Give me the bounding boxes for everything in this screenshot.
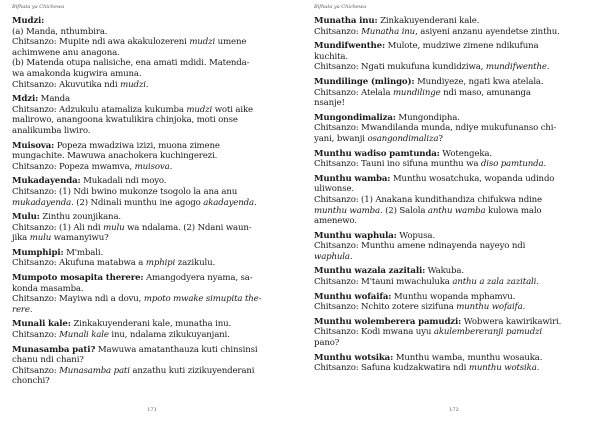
entry-headline [314, 41, 589, 52]
text-segment: Chitsanzo: Nchito zotere sizifuna [314, 302, 457, 313]
page-number: 171 [147, 407, 157, 413]
headword: Mundifwenthe: [314, 41, 386, 52]
entry-line [12, 151, 287, 162]
text-segment: . [169, 161, 173, 172]
italic-term: mundilinge [392, 87, 441, 98]
entry-headline [314, 231, 589, 242]
headword: Mulu: [12, 212, 40, 223]
page-number: 172 [449, 407, 459, 413]
text-segment: analikumba liwiro. [12, 125, 91, 136]
text-segment: uliwonse. [314, 184, 354, 195]
text-segment: . [522, 302, 526, 313]
text-segment: jika [12, 233, 30, 244]
entry-line [12, 58, 287, 69]
text-segment: mungachite. Mawuwa anachokera kuchingerezi. [12, 151, 218, 162]
entry-line [12, 258, 287, 269]
headword: Mudzi: [12, 16, 45, 26]
entry-line [12, 187, 287, 198]
text-segment: . [543, 159, 547, 170]
text-segment: Popeza mwadziwa izizi, muona zimene [54, 140, 220, 151]
entry-headline [314, 266, 589, 277]
running-header: Bifhata ya Chichewa [314, 4, 367, 10]
italic-term: rere [12, 304, 30, 315]
headword: Mumpoto mosapita therere: [12, 273, 144, 284]
text-segment: Chitsanzo: Kodi mwana uyu [314, 327, 434, 338]
entry-line [12, 198, 287, 209]
text-segment: Munthu wosatchuka, wopanda udindo [390, 173, 555, 184]
italic-term: anthu wamba [427, 205, 486, 216]
italic-term: mpoto mwake simupita the- [143, 294, 262, 305]
italic-term: munthu wofaifa [456, 302, 523, 313]
text-segment: malirowo, anangoona kwatulikira chinjoka, moti onse [12, 115, 238, 126]
entry-line [314, 98, 589, 109]
text-segment: inu, ndalama zikukuyanjani. [108, 330, 230, 341]
text-segment: nsanje! [314, 98, 345, 109]
dictionary-entries [12, 16, 287, 391]
entry-headline [12, 141, 287, 152]
text-segment: Mawuwa amatanthauza kuti chinsinsi [95, 344, 258, 355]
italic-term: mundifwenthe [485, 62, 547, 73]
text-segment: Chitsanzo: Mwandilanda munda, ndiye mukufunanso chi- [314, 123, 557, 134]
entry-line [12, 355, 287, 366]
text-segment: . (2) Salola [379, 205, 428, 216]
text-segment: umene [215, 37, 247, 48]
text-segment: Chitsanzo: M'tauni mwachuluka [314, 277, 453, 288]
italic-term: Munali kale [59, 330, 109, 341]
entry-line [314, 216, 589, 227]
text-segment: Chitsanzo: Akuvutika ndi [12, 79, 121, 90]
text-segment: . (2) Ndinali munthu ine agogo [71, 197, 204, 208]
italic-term: muisova [134, 161, 170, 172]
headword: Mumphipi: [12, 247, 64, 258]
text-segment: Wopusa. [396, 230, 435, 241]
italic-term: akulembereranji pamudzi [433, 327, 543, 338]
text-segment: chanu ndi chani? [12, 355, 84, 366]
text-segment: Chitsanzo: [12, 365, 60, 376]
text-segment: amenewo. [314, 216, 357, 227]
dictionary-entry [314, 113, 589, 145]
text-segment: Chitsanzo: Tauni ino sifuna munthu wa [314, 159, 481, 170]
entry-headline [12, 319, 287, 330]
italic-term: mphipi [145, 258, 176, 269]
entry-line [12, 37, 287, 48]
entry-line [314, 302, 589, 313]
entry-headline [12, 212, 287, 223]
dictionary-entry [314, 317, 589, 349]
entry-headline [12, 94, 287, 105]
italic-term: akadayenda [203, 197, 254, 208]
text-segment: Chitsanzo: Ngati mukufuna kundidziwa, [314, 62, 486, 73]
entry-headline [12, 273, 287, 284]
text-segment: pano? [314, 338, 340, 349]
text-segment: Wotengeka. [439, 148, 492, 159]
text-segment: Munthu wamba, munthu wosauka. [393, 352, 543, 363]
entry-line [12, 162, 287, 173]
entry-headline [314, 353, 589, 364]
text-segment: Chitsanzo: Popeza mwamva, [12, 161, 135, 172]
text-segment: . [536, 363, 540, 374]
left-page [12, 0, 292, 424]
entry-headline [12, 176, 287, 187]
italic-term: mudzi [120, 79, 146, 90]
italic-term: mukadayenda [12, 197, 72, 208]
text-segment: . [253, 197, 257, 208]
entry-line [314, 277, 589, 288]
entry-line [12, 69, 287, 80]
entry-headline [314, 77, 589, 88]
text-segment: Chitsanzo: [314, 26, 362, 37]
text-segment: wa ndalama. (2) Ndani waun- [124, 222, 252, 233]
entry-headline [314, 149, 589, 160]
text-segment: Manda [38, 94, 71, 105]
dictionary-entries [314, 16, 589, 378]
text-segment: kuchita. [314, 51, 348, 62]
dictionary-entry [314, 292, 589, 313]
dictionary-entry [12, 273, 287, 315]
headword: Mungondimaliza: [314, 112, 396, 123]
text-segment: . [349, 251, 353, 262]
dictionary-entry [12, 212, 287, 244]
entry-headline [314, 317, 589, 328]
text-segment: achimwene anu anagona. [12, 47, 120, 58]
text-segment: Mungondipha. [395, 112, 460, 123]
headword: Munthu wofaifa: [314, 291, 392, 302]
entry-headline [12, 16, 287, 27]
text-segment: Chitsanzo: (1) Anakana kundithandiza chifukwa ndine [314, 194, 542, 205]
dictionary-entry [314, 149, 589, 170]
dictionary-entry [12, 176, 287, 208]
entry-line [12, 233, 287, 244]
entry-line [314, 206, 589, 217]
dictionary-entry [314, 41, 589, 73]
text-segment: Chitsanzo: Atelala [314, 87, 393, 98]
dictionary-entry [314, 266, 589, 287]
entry-line [12, 223, 287, 234]
text-segment: Wakuba. [425, 266, 464, 277]
entry-line [12, 366, 287, 377]
dictionary-entry [12, 16, 287, 90]
dictionary-entry [12, 319, 287, 340]
italic-term: mudzi [186, 104, 213, 115]
entry-line [12, 27, 287, 38]
italic-term: waphula [314, 251, 350, 262]
dictionary-entry [314, 231, 589, 263]
entry-line [314, 338, 589, 349]
entry-line [314, 62, 589, 73]
text-segment: Chitsanzo: Akufuna matabwa a [12, 258, 146, 269]
text-segment: Mulote, mudziwe zimene ndikufuna [385, 41, 539, 52]
text-segment: (b) Matenda otupa nalisiche, ena amati mdidi. Matenda- [12, 58, 250, 69]
headword: Muisova: [12, 140, 55, 151]
text-segment: , asiyeni anzanu ayendetse zinthu. [415, 26, 560, 37]
text-segment: M'mbali. [63, 247, 104, 258]
entry-line [12, 330, 287, 341]
text-segment: Zinkakuyenderani kale, munatha inu. [70, 319, 232, 330]
entry-line [314, 27, 589, 38]
text-segment: Zinkakuyenderani kale. [377, 16, 480, 26]
dictionary-entry [314, 174, 589, 227]
text-segment: Chitsanzo: [12, 330, 60, 341]
headword: Munthu wamba: [314, 173, 391, 184]
entry-line [314, 52, 589, 63]
entry-line [12, 115, 287, 126]
italic-term: munthu wotsika [468, 363, 537, 374]
italic-term: mulu [29, 233, 52, 244]
text-segment: Amangodyera nyama, sa- [143, 273, 253, 284]
text-segment: Chitsanzo: Safuna kudzakwatira ndi [314, 363, 469, 374]
entry-headline [314, 16, 589, 27]
headword: Mukadayenda: [12, 176, 81, 187]
running-header: Bifhata ya Chichewa [12, 4, 65, 10]
headword: Munthu wadiso pamtunda: [314, 148, 440, 159]
dictionary-entry [12, 141, 287, 173]
italic-term: munthu wamba [314, 205, 380, 216]
headword: Mdzi: [12, 94, 39, 105]
headword: Munthu wotsika: [314, 352, 394, 363]
text-segment: Mukadali ndi moyo. [80, 176, 167, 187]
text-segment: woti aike [212, 104, 253, 115]
entry-line [314, 327, 589, 338]
text-segment: zazikulu. [175, 258, 216, 269]
entry-line [12, 48, 287, 59]
text-segment: Chitsanzo: (1) Ali ndi [12, 222, 104, 233]
text-segment: wamanyiwu? [51, 233, 109, 244]
text-segment: chonchi? [12, 376, 50, 387]
entry-line [314, 159, 589, 170]
headword: Munthu wazala zazitali: [314, 266, 426, 277]
text-segment: Chitsanzo: (1) Ndi bwino mukonze tsogolo la ana anu [12, 186, 238, 197]
text-segment: Chitsanzo: Adzukulu atamaliza kukumba [12, 104, 187, 115]
entry-line [12, 284, 287, 295]
dictionary-entry [12, 94, 287, 136]
headword: Munthu waphula: [314, 230, 397, 241]
dictionary-entry [12, 248, 287, 269]
text-segment: Chitsanzo: Mupite ndi awa akakulozereni [12, 37, 190, 48]
text-segment: wa amakonda kugwira amuna. [12, 68, 142, 79]
text-segment: . [145, 79, 149, 90]
entry-line [12, 126, 287, 137]
entry-headline [12, 345, 287, 356]
text-segment: Wobwera kawirikawiri. [461, 316, 562, 327]
italic-term: Munatha inu [361, 26, 416, 37]
entry-line [314, 123, 589, 134]
text-segment: Chitsanzo: Mayiwa ndi a dovu, [12, 294, 144, 305]
entry-line [12, 376, 287, 387]
text-segment: Zinthu zounjikana. [39, 212, 121, 223]
headword: Munthu wolemberera pamudzi: [314, 316, 462, 327]
text-segment: yani, bwanji [314, 133, 368, 144]
italic-term: diso pamtunda [480, 159, 544, 170]
text-segment: . [29, 304, 33, 315]
dictionary-entry [314, 353, 589, 374]
text-segment: ? [438, 133, 443, 144]
entry-headline [12, 248, 287, 259]
italic-term: mudzi [189, 37, 216, 48]
entry-headline [314, 174, 589, 185]
italic-term: Munasamba pati [59, 365, 130, 376]
italic-term: anthu a zala zazitali [452, 277, 537, 288]
entry-line [314, 252, 589, 263]
entry-line [12, 294, 287, 305]
text-segment: kulowa malo [485, 205, 542, 216]
entry-headline [314, 113, 589, 124]
entry-line [314, 184, 589, 195]
entry-line [12, 305, 287, 316]
italic-term: osangondimaliza [367, 133, 439, 144]
text-segment: Mundiyeze, ngati kwa atelala. [414, 76, 544, 87]
dictionary-entry [314, 16, 589, 37]
text-segment: konda masamba. [12, 283, 84, 294]
text-segment: . [536, 277, 539, 288]
entry-line [314, 241, 589, 252]
entry-line [12, 105, 287, 116]
italic-term: mulu [103, 222, 125, 233]
text-segment: (a) Manda, nthumbira. [12, 26, 108, 37]
headword: Mundilinge (mlingo): [314, 76, 415, 87]
dictionary-entry [314, 77, 589, 109]
entry-line [314, 88, 589, 99]
headword: Munali kale: [12, 319, 71, 330]
entry-line [12, 80, 287, 91]
entry-line [314, 134, 589, 145]
text-segment: anzathu kuti zizikuyenderani [129, 365, 255, 376]
text-segment: ndi maso, amunanga [440, 87, 531, 98]
dictionary-entry [12, 345, 287, 387]
entry-headline [314, 292, 589, 303]
right-page [314, 0, 594, 424]
headword: Munatha inu: [314, 16, 378, 26]
text-segment: . [546, 62, 550, 73]
entry-line [314, 363, 589, 374]
text-segment: Munthu wopanda mphamvu. [391, 291, 516, 302]
headword: Munasamba pati? [12, 344, 96, 355]
entry-line [314, 195, 589, 206]
text-segment: Chitsanzo: Munthu amene ndinayenda nayeyo ndi [314, 241, 526, 252]
